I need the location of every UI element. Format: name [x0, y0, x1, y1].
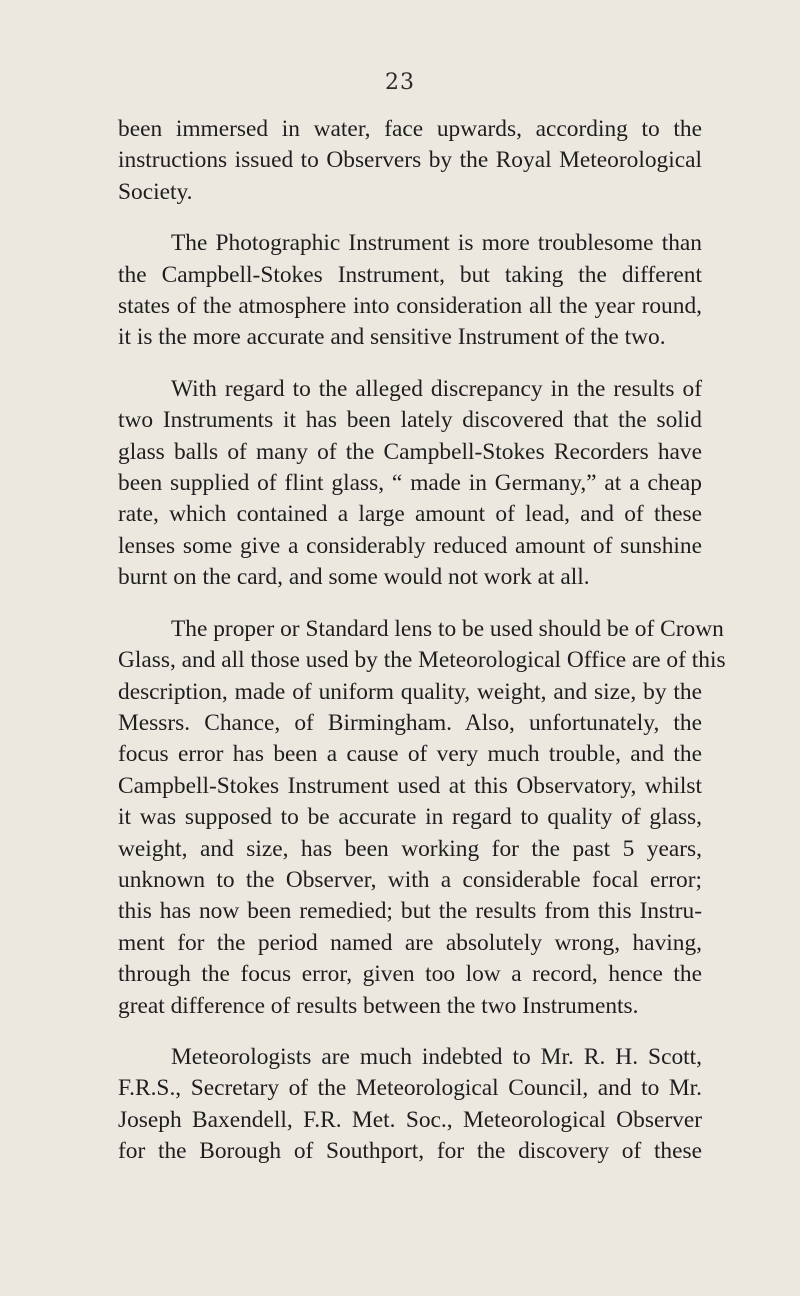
text-line: focus error has been a cause of very much trouble, and the — [118, 741, 702, 768]
text-line: rate, which contained a large amount of lead, and of these — [118, 501, 702, 528]
paragraph-5 — [118, 1042, 702, 1168]
text-line: burnt on the card, and some would not work at all. — [118, 564, 590, 591]
text-line: Joseph Baxendell, F.R. Met. Soc., Meteorological Observer — [118, 1106, 702, 1133]
paragraph-4 — [118, 614, 726, 1022]
text-line: for the Borough of Southport, for the discovery of these — [118, 1138, 702, 1165]
paragraph-1 — [118, 114, 702, 208]
text-line: through the focus error, given too low a record, hence the — [118, 961, 702, 988]
text-line: great difference of results between the two Instruments. — [118, 992, 639, 1019]
text-line: With regard to the alleged discrepancy in the results of — [171, 375, 702, 402]
page-number: 23 — [385, 70, 415, 95]
text-line: weight, and size, has been working for the past 5 years, — [118, 835, 702, 862]
text-line: the Campbell-Stokes Instrument, but taking the different — [118, 261, 702, 288]
text-line: unknown to the Observer, with a considerable focal error; — [118, 866, 702, 893]
text-line: been supplied of flint glass, “ made in Germany,” at a cheap — [118, 470, 702, 497]
text-line: The proper or Standard lens to be used should be of Crown — [171, 615, 724, 642]
text-line: Meteorologists are much indebted to Mr. R. H. Scott, — [171, 1043, 702, 1070]
text-line: F.R.S., Secretary of the Meteorological Council, and to Mr. — [118, 1075, 702, 1102]
text-line: description, made of uniform quality, weight, and size, by the — [118, 678, 702, 705]
body-text — [118, 114, 726, 1168]
text-line: Messrs. Chance, of Birmingham. Also, unfortunately, the — [118, 709, 702, 736]
text-line: Campbell-Stokes Instrument used at this Observatory, whilst — [118, 772, 702, 799]
paragraph-2 — [118, 228, 702, 354]
text-line: glass balls of many of the Campbell-Stokes Recorders have — [118, 438, 702, 465]
text-line: been immersed in water, face upwards, according to the — [118, 116, 702, 142]
text-line: it was supposed to be accurate in regard to quality of glass, — [118, 804, 702, 831]
text-line: lenses some give a considerably reduced amount of sunshine — [118, 532, 702, 559]
text-line: it is the more accurate and sensitive Instrument of the two. — [118, 324, 666, 351]
text-line: ment for the period named are absolutely wrong, having, — [118, 929, 702, 956]
text-line: this has now been remedied; but the results from this Instru- — [118, 898, 702, 925]
text-line: Society. — [118, 178, 193, 205]
text-line: states of the atmosphere into consideration all the year round, — [118, 293, 702, 320]
text-line: Glass, and all those used by the Meteorological Office are of this — [118, 647, 726, 674]
text-line: The Photographic Instrument is more troublesome than — [171, 230, 702, 257]
text-line: two Instruments it has been lately discovered that the solid — [118, 407, 702, 434]
paragraph-3 — [118, 374, 702, 594]
text-line: instructions issued to Observers by the Royal Meteorological — [118, 147, 702, 174]
